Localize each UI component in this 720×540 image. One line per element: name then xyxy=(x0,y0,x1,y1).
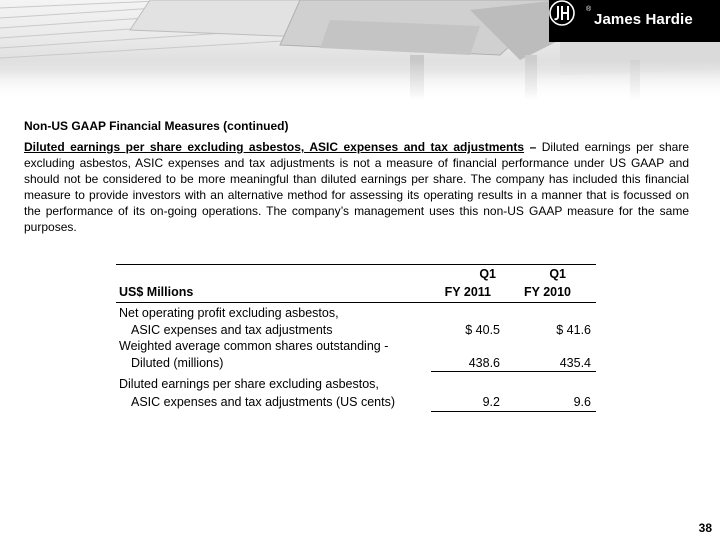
section-heading: Non-US GAAP Financial Measures (continued) xyxy=(24,119,289,133)
col-quarter-fy2011: Q1 xyxy=(479,267,496,281)
row-net-operating-profit-label-2: ASIC expenses and tax adjustments xyxy=(131,323,333,337)
row-weighted-shares-label-2: Diluted (millions) xyxy=(131,356,224,370)
row-weighted-shares-fy2011: 438.6 xyxy=(468,356,500,370)
unit-label: US$ Millions xyxy=(119,285,194,299)
registered-mark: ® xyxy=(586,6,592,13)
brand-logo xyxy=(549,0,720,42)
row-weighted-shares-fy2010: 435.4 xyxy=(559,356,591,370)
brand-name: James Hardie xyxy=(594,11,693,28)
subtotal-rule xyxy=(431,371,596,372)
row-diluted-eps-label-1: Diluted earnings per share excluding asbestos, xyxy=(119,377,379,391)
row-net-operating-profit-fy2011: $ 40.5 xyxy=(465,323,500,337)
page-number: 38 xyxy=(698,521,712,535)
row-net-operating-profit-label-1: Net operating profit excluding asbestos, xyxy=(119,306,339,320)
term-dash: – xyxy=(524,140,542,154)
row-net-operating-profit-fy2010: $ 41.6 xyxy=(556,323,591,337)
row-diluted-eps-label-2: ASIC expenses and tax adjustments (US cents) xyxy=(131,395,396,409)
definition-paragraph xyxy=(24,139,689,235)
total-rule xyxy=(431,411,596,412)
row-diluted-eps-fy2010: 9.6 xyxy=(573,395,591,409)
table-top-rule xyxy=(116,264,596,265)
col-year-fy2010: FY 2010 xyxy=(523,285,571,299)
col-quarter-fy2010: Q1 xyxy=(549,267,566,281)
header-banner xyxy=(0,0,720,100)
jh-monogram-icon xyxy=(549,0,575,26)
row-weighted-shares-label-1: Weighted average common shares outstanding - xyxy=(119,339,389,353)
col-year-fy2011: FY 2011 xyxy=(444,285,491,299)
definition-term: Diluted earnings per share excluding asbestos, ASIC expenses and tax adjustments xyxy=(24,140,525,154)
header-rule xyxy=(116,302,596,303)
definition-body: Diluted earnings per share excluding asbestos, ASIC expenses and tax adjustments is not a measure of financial performance under US GAAP and should not be considered to be more meaningful than diluted earnings per share. The company has included this financial measure to provide investors with an alternative method for assessing its operating results in a manner that is focussed on the performance of its on-going operations. The company’s management uses this non-US GAAP measure for the same purposes. xyxy=(24,140,690,234)
row-diluted-eps-fy2011: 9.2 xyxy=(482,395,500,409)
